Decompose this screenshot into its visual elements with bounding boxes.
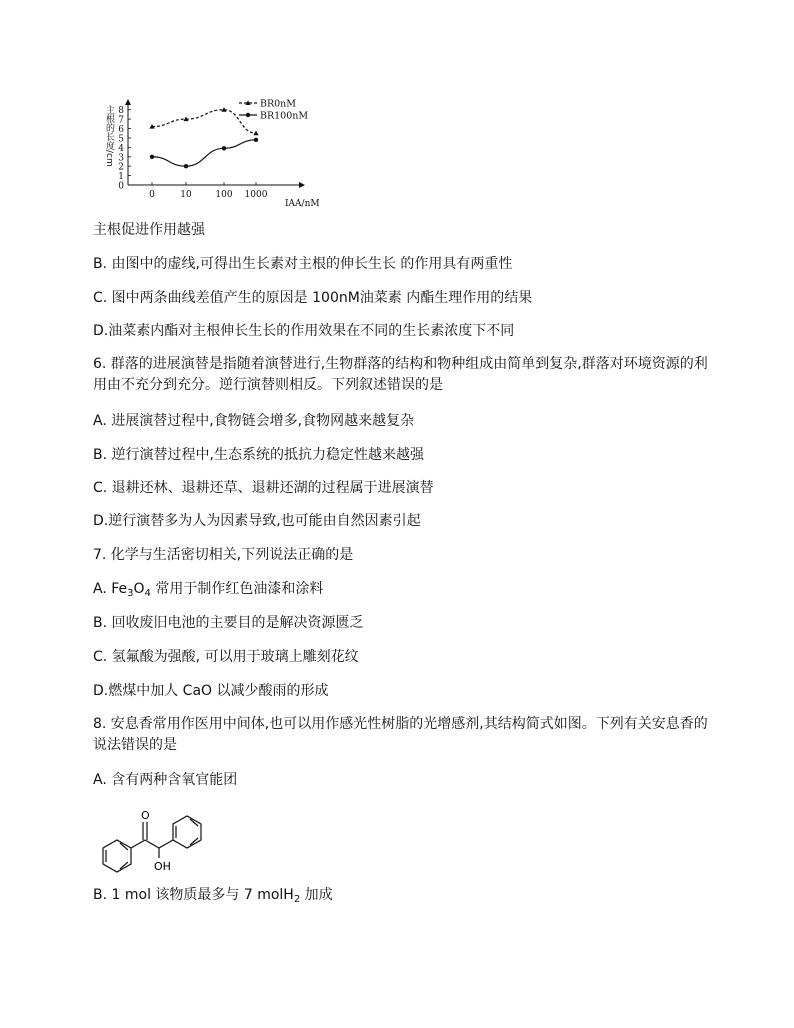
right-benzene-ring — [173, 816, 201, 848]
y-tick-label: 7 — [118, 115, 124, 126]
x-tick-label: 10 — [180, 190, 192, 200]
y-tick-label: 0 — [118, 181, 124, 192]
benzoin-structure-diagram — [95, 800, 215, 878]
subscript-3: 3 — [127, 588, 134, 599]
option-7a-mid: O — [133, 581, 145, 597]
question-6-stem: 6. 群落的进展演替是指随着演替进行,生物群落的结构和物种组成由简单到复杂,群落对环境资源的利用由不充分到充分。逆行演替则相反。下列叙述错误的是 — [93, 356, 708, 393]
x-axis-label: IAA/nM — [285, 199, 320, 209]
point-BR100nM — [254, 138, 258, 142]
option-8b-suffix: 加成 — [300, 887, 333, 903]
legend-marker-BR100nM — [246, 113, 250, 117]
root-length-chart — [93, 93, 323, 211]
y-tick-label: 4 — [118, 143, 124, 154]
y-axis-arrow — [125, 99, 131, 105]
option-5d: D.油菜素内酯对主根伸长生长的作用效果在不同的生长素浓度下不同 — [93, 323, 515, 339]
subscript-4: 4 — [144, 588, 151, 599]
y-tick-label: 1 — [118, 172, 124, 183]
option-7a — [93, 579, 323, 604]
option-6d: D.逆行演替多为人为因素导致,也可能由自然因素引起 — [93, 513, 421, 529]
point-BR100nM — [150, 155, 154, 159]
y-axis-label: 主根的长度/cm — [104, 105, 114, 167]
legend-label-BR100nM: BR100nM — [260, 110, 309, 122]
carbonyl-oxygen-label: O — [141, 809, 150, 822]
y-tick-label: 5 — [118, 134, 124, 145]
left-benzene-ring — [103, 840, 131, 872]
option-6b: B. 逆行演替过程中,生态系统的抵抗力稳定性越来越强 — [93, 447, 424, 463]
hydroxyl-label: OH — [154, 860, 171, 873]
subscript-2: 2 — [293, 894, 301, 905]
question-8-stem: 8. 安息香常用作医用中间体,也可以用作感光性树脂的光增感剂,其结构简式如图。下列有关安息香的说法错误的是 — [93, 716, 708, 753]
point-BR100nM — [184, 164, 188, 168]
bond-ring-to-carbonyl — [131, 840, 145, 848]
option-8a: A. 含有两种含氧官能团 — [93, 772, 238, 788]
bond-carbonyl-to-chcoh — [145, 840, 159, 848]
x-tick-label: 100 — [215, 190, 233, 200]
point-BR100nM — [222, 146, 226, 150]
y-tick-label: 6 — [118, 125, 124, 136]
option-7b: B. 回收废旧电池的主要目的是解决资源匮乏 — [93, 615, 364, 631]
option-7c: C. 氢氟酸为强酸, 可以用于玻璃上雕刻花纹 — [93, 649, 359, 665]
question-7-stem: 7. 化学与生活密切相关,下列说法正确的是 — [93, 547, 354, 563]
y-tick-label: 2 — [118, 162, 124, 173]
x-tick-label: 0 — [149, 190, 155, 200]
point-BR0nM — [253, 131, 258, 136]
x-axis-arrow — [299, 182, 305, 188]
option-7a-suffix: 常用于制作红色油漆和涂料 — [150, 581, 324, 597]
option-8b-prefix: B. 1 mol 该物质最多与 7 molH — [93, 887, 294, 903]
option-5b: B. 由图中的虚线,可得出生长素对主根的伸长生长 的作用具有两重性 — [93, 256, 513, 272]
bond-ch-to-right-ring — [159, 840, 173, 848]
option-6c: C. 退耕还林、退耕还草、退耕还湖的过程属于进展演替 — [93, 480, 434, 496]
option-5c: C. 图中两条曲线差值产生的原因是 100nM油菜素 内酯生理作用的结果 — [93, 290, 533, 306]
option-6a: A. 进展演替过程中,食物链会增多,食物网越来越复杂 — [93, 413, 415, 429]
series-line-BR0nM — [152, 110, 256, 134]
x-tick-label: 1000 — [244, 190, 268, 200]
y-tick-label: 3 — [118, 153, 124, 164]
y-tick-label: 8 — [118, 106, 124, 117]
text-line-carryover: 主根促进作用越强 — [93, 222, 205, 238]
legend-label-BR0nM: BR0nM — [260, 98, 297, 110]
option-7a-prefix: A. Fe — [93, 581, 128, 597]
series-line-BR100nM — [152, 140, 256, 166]
option-7d: D.燃煤中加人 CaO 以减少酸雨的形成 — [93, 683, 329, 699]
option-8b — [93, 885, 333, 910]
